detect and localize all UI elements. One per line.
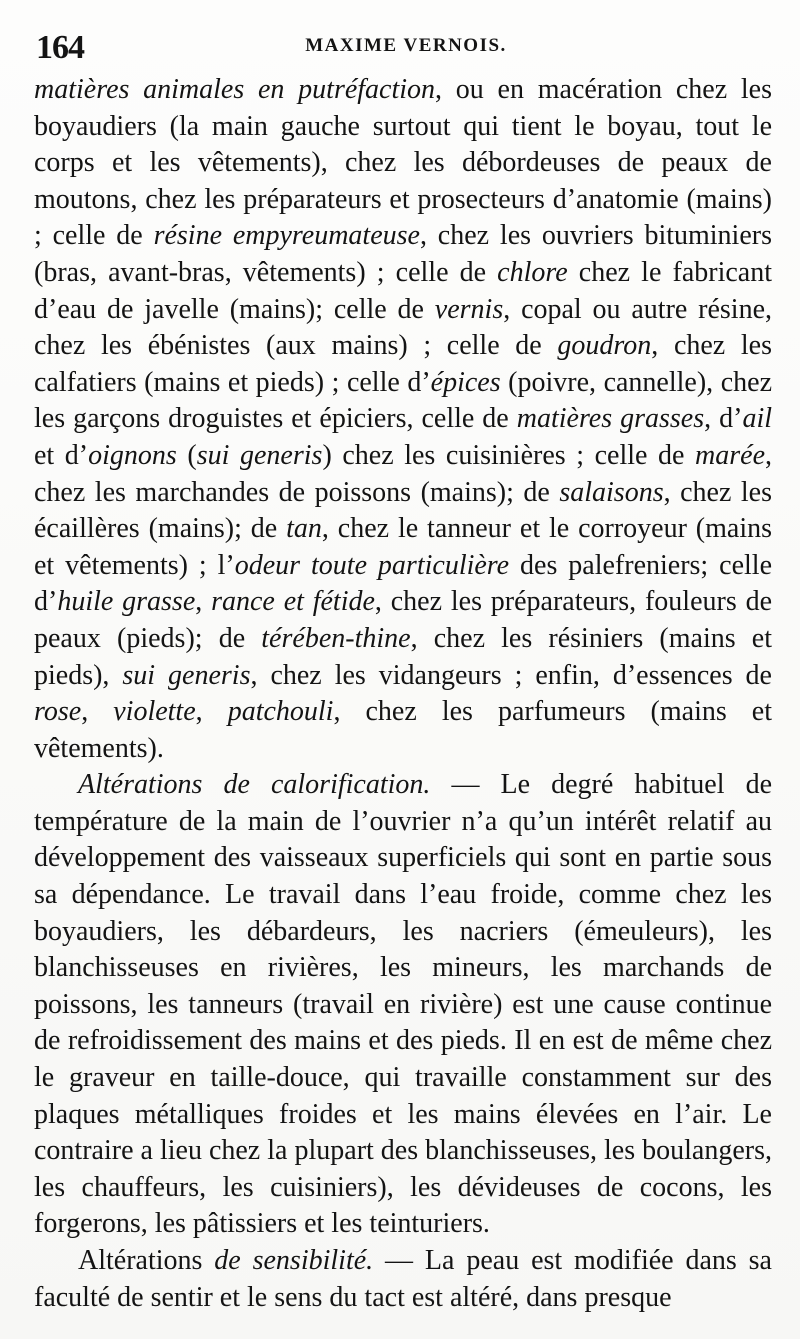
italic-term: salaisons [559,476,664,508]
text-run: , chez les ouvriers bituminiers (bras, avant-bras, vêtements) ; celle de [34,220,772,288]
text-run: ) chez les cuisinières ; celle de [322,439,696,471]
italic-term: rance et fétide [211,586,375,618]
italic-term: sui generis [122,659,251,691]
text-run: , ou en macération chez les boyaudiers (la main gauche surtout qui tient le boyau, tout le corps et les vêtements), chez les débordeuses de peaux de moutons, chez les préparateurs et prosecteurs d’anatomie (mains) ; celle de [34,74,772,252]
italic-term: violette [113,696,196,728]
italic-term: ail [742,403,772,435]
text-run: et d’ [34,439,89,471]
text-run: , [195,586,212,618]
italic-term: vernis [434,293,504,325]
text-run: — Le degré habituel de température de la main de l’ouvrier n’a qu’un intérêt relatif au développement des vaisseaux superficiels qui sont en partie sous sa dépendance. Le travail dans l’eau froide, comme chez les boyaudiers, les débardeurs, les nacriers (émeuleurs), les blanchisseuses en rivières, les mineurs, les marchands de poissons, les tanneurs (travail en rivière) est une cause continue de refroidissement des mains et des pieds. Il en est de même chez le graveur en taille-douce, qui travaille constamment sur des plaques métalliques froides et les mains élevées en l’air. Le contraire a lieu chez la plupart des blanchisseuses, les boulangers, les chauffeurs, les cuisiniers), les dévideuses de cocons, les forgerons, les pâtissiers et les teinturiers. [34,769,772,1240]
paragraph-sensibilite [34,1243,772,1316]
italic-term: matières grasses [516,403,705,435]
page-number: 164 [36,29,84,66]
italic-term: sui generis [196,439,323,471]
italic-term: matières animales en putréfaction [34,74,436,105]
italic-term: résine empyreumateuse [153,220,420,252]
text-run: , chez les parfumeurs (mains et vêtements). [34,696,772,764]
text-run: Altérations [78,1245,215,1276]
text-run: , chez le tanneur et le corroyeur (mains et vêtements) ; l’ [34,513,773,581]
italic-term: Altérations de calorification. [78,769,431,801]
text-run: des palefreniers; celle d’ [34,549,772,618]
italic-term: marée [695,439,766,471]
text-run: — La peau est modifiée dans sa faculté de sentir et le sens du tact est altéré, dans presque [34,1245,772,1313]
italic-term: épices [430,366,501,398]
text-run: , chez les résiniers (mains et pieds), [34,622,772,691]
text-run: , chez les préparateurs, fouleurs de peaux (pieds); de [34,586,772,654]
text-run: (poivre, cannelle), chez les garçons droguistes et épiciers, celle de [34,366,772,435]
paragraph-calorification [34,767,772,1243]
text-run: , chez les calfatiers (mains et pieds) ; celle d’ [34,330,772,398]
italic-term: rose [34,696,82,728]
text-run: , d’ [704,403,743,435]
text-run: , chez les écaillères (mains); de [34,476,773,545]
running-head: MAXIME VERNOIS. [305,35,507,56]
italic-term: térében-thine [261,622,411,654]
italic-term: huile grasse [57,586,196,618]
body-text [34,72,772,1316]
text-run: , chez les vidangeurs ; enfin, d’essences de [250,659,772,691]
text-run: ( [176,439,197,471]
text-run: , [195,696,228,728]
paragraph-odeurs [34,72,772,767]
italic-term: odeur toute particulière [234,549,510,581]
italic-term: goudron [557,330,652,362]
italic-term: chlore [497,256,568,288]
text-run: chez le fabricant d’eau de javelle (mains); celle de [34,256,772,325]
italic-term: tan [286,513,322,545]
page-header [36,28,776,68]
italic-term: oignons [88,439,177,471]
text-run: , chez les marchandes de poissons (mains); de [34,439,773,508]
italic-term: patchouli [227,696,334,728]
italic-term: de sensibilité. [214,1245,374,1276]
text-run: , [81,696,114,728]
text-run: , copal ou autre résine, chez les ébénistes (aux mains) ; celle de [34,293,773,362]
